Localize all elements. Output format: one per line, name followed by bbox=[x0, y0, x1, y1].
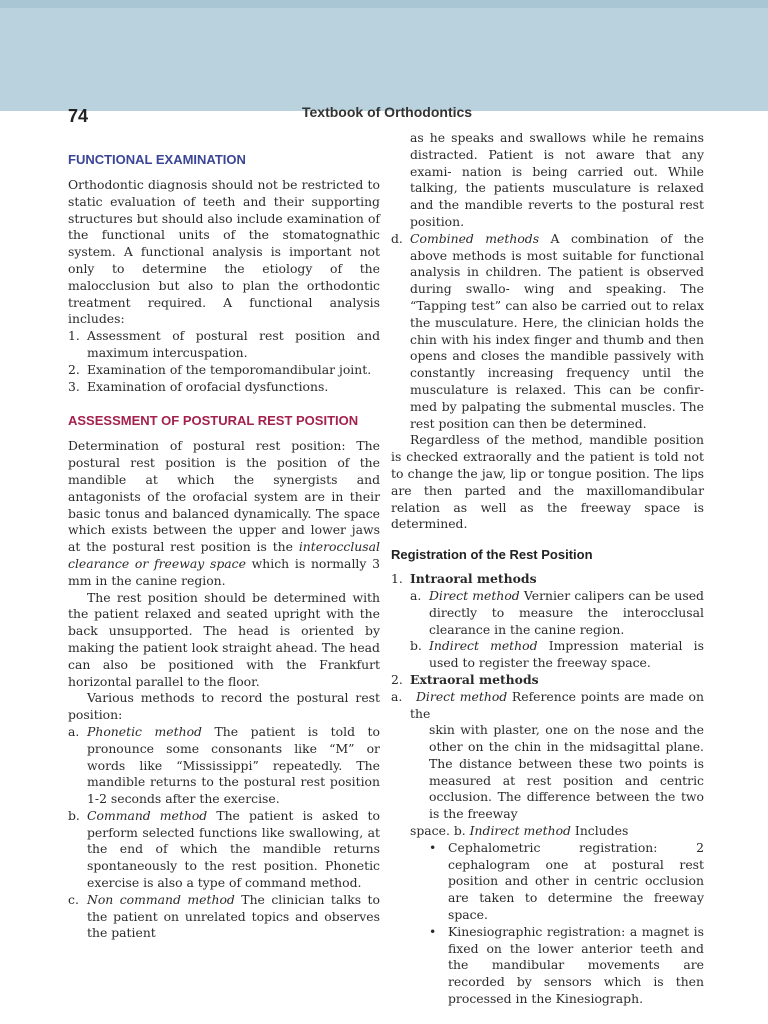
method-name: Indirect method bbox=[429, 638, 538, 654]
heading-functional-examination: FUNCTIONAL EXAMINATION bbox=[68, 152, 246, 167]
method-text: Reference points are made on the bbox=[410, 688, 704, 721]
extraoral-direct-method bbox=[391, 689, 704, 723]
left-column bbox=[68, 130, 380, 942]
paragraph-regardless: Regardless of the method, mandible position is checked extraorally and the patient is told not to change the jaw, lip or tongue position. The lips are then parted and the maxillomandibular relation as well as the freeway space is determined. bbox=[391, 432, 704, 532]
method-text: The patient is asked to perform selected functions like swallowing, at the end of which the mandible returns spontaneously to the rest position. Phonetic exercise is also a type of command method. bbox=[87, 807, 380, 891]
paragraph-intro: Orthodontic diagnosis should not be restricted to static evaluation of teeth and their supporting structures but should also include examination of the functional units of the stomatognathic system. A functional analysis is important not only to determine the etiology of the malocclusion but also to plan the orthodontic treatment required. A functional analysis includes: bbox=[68, 177, 380, 327]
method-text: Impression material is used to register the freeway space. bbox=[429, 638, 704, 671]
list-item-cephalometric bbox=[391, 840, 704, 924]
method-text: Includes bbox=[570, 823, 629, 839]
definition-text: Determination of postural rest position: The postural rest position is the position of the mandible at which the synergists and antagonists of the orofacial system are in their basic tonus and balanced dynamically. The space which exists between the upper and lower jaws at the postural rest position is the bbox=[68, 438, 380, 555]
method-combined bbox=[391, 231, 704, 433]
method-text: The clinician talks to the patient on unrelated topics and observes the patient bbox=[87, 891, 380, 941]
list-marker: b. bbox=[68, 807, 80, 823]
method-name: Command method bbox=[87, 807, 208, 823]
bullet-icon: • bbox=[429, 839, 437, 855]
extraoral-indirect-method bbox=[391, 823, 704, 840]
list-marker: 3. bbox=[68, 378, 80, 394]
method-name: Phonetic method bbox=[87, 723, 202, 739]
method-command bbox=[68, 808, 380, 892]
method-name: Direct method bbox=[429, 587, 520, 603]
heading-postural-rest-position: ASSESSMENT OF POSTURAL REST POSITION bbox=[68, 413, 359, 429]
list-item-text: Kinesiographic registration: a magnet is fixed on the lower anterior teeth and the mandibular movements are recorded by sensors which is then processed in the Kinesiograph. bbox=[448, 923, 704, 1007]
toolbar-shade bbox=[0, 0, 768, 8]
list-marker: a. bbox=[391, 688, 403, 704]
running-header bbox=[0, 103, 768, 125]
right-column bbox=[391, 130, 704, 1008]
method-text: The patient is told to pronounce some consonants like “M” or words like “Mississippi” repeatedly. The mandible returns to the postural rest position 1-2 seconds after the exercise. bbox=[87, 723, 380, 807]
method-text: Vernier calipers can be used directly to measure the interocclusal clearance in the canine region. bbox=[429, 587, 704, 637]
list-item-text: Assessment of postural rest position and maximum intercuspation. bbox=[87, 328, 380, 360]
method-non-command bbox=[68, 892, 380, 942]
definition-term: interocclusal clearance or freeway space bbox=[68, 539, 380, 571]
definition-text-end: which is normally 3 mm in the canine region. bbox=[68, 555, 380, 588]
viewer-toolbar-area bbox=[0, 0, 768, 111]
list-marker: 1. bbox=[68, 328, 80, 344]
intraoral-methods bbox=[391, 571, 704, 588]
list-marker: a. bbox=[410, 587, 422, 603]
list-item-text: Examination of the temporomandibular joint. bbox=[87, 361, 372, 377]
paragraph-rest-position: The rest position should be determined with the patient relaxed and seated upright with the back unsupported. The head is oriented by making the patient look straight ahead. The head can also be positioned with the Frankfurt horizontal parallel to the floor. bbox=[68, 589, 380, 689]
paragraph-methods-intro: Various methods to record the postural rest position: bbox=[68, 690, 380, 723]
extraoral-label: Extraoral methods bbox=[410, 671, 539, 687]
functional-analysis-list bbox=[68, 328, 380, 395]
list-marker: d. bbox=[391, 230, 403, 246]
extraoral-direct-continuation: skin with plaster, one on the nose and the other on the chin in the midsagittal plane. The distance between these two points is measured at rest position and centric occlusion. The difference between the two is the freeway bbox=[429, 722, 704, 822]
paragraph-continuation: as he speaks and swallows while he remains distracted. Patient is not aware that any exami- nation is being carried out. While talking, the patients musculature is relaxed and the mandible reverts to the postural rest position. bbox=[410, 130, 704, 229]
list-item-text: Cephalometric registration: 2 cephalogram one at postural rest position and other in centric occlusion are taken to determine the freeway space. bbox=[448, 839, 704, 923]
method-name: Combined methods bbox=[410, 230, 540, 246]
method-phonetic bbox=[68, 724, 380, 808]
list-marker: b. bbox=[410, 638, 422, 654]
page-number: 74 bbox=[68, 106, 89, 125]
method-name: Non command method bbox=[87, 891, 235, 907]
list-marker: 1. bbox=[391, 571, 403, 587]
method-name: Direct method bbox=[416, 688, 508, 704]
extraoral-methods bbox=[391, 672, 704, 689]
list-item-kinesiographic bbox=[391, 924, 704, 1008]
bullet-icon: • bbox=[429, 923, 437, 939]
space-lead: space. b. bbox=[410, 823, 466, 839]
list-item bbox=[68, 379, 380, 396]
list-marker: a. bbox=[68, 723, 80, 739]
heading-registration: Registration of the Rest Position bbox=[391, 547, 593, 563]
paragraph-definition bbox=[68, 438, 380, 589]
method-name: Indirect method bbox=[469, 823, 571, 839]
list-item bbox=[68, 328, 380, 362]
intraoral-label: Intraoral methods bbox=[410, 571, 537, 587]
list-item bbox=[68, 362, 380, 379]
intraoral-direct-method bbox=[391, 588, 704, 638]
book-title: Textbook of Orthodontics bbox=[302, 104, 473, 120]
list-item-text: Examination of orofacial dysfunctions. bbox=[87, 378, 329, 394]
intraoral-indirect-method bbox=[391, 638, 704, 672]
list-marker: 2. bbox=[391, 671, 403, 687]
list-marker: 2. bbox=[68, 361, 80, 377]
list-marker: c. bbox=[68, 891, 79, 907]
method-text: A combination of the above methods is most suitable for functional analysis in children. The patient is observed during swallo- wing and speaking. The “Tapping test” can also be carried out to relax the musculature. Here, the clinician holds the chin with his index finger and thumb and then opens and closes the mandible passively with constantly increasing frequency until the musculature is relaxed. This can be confir- med by palpating the submental muscles. The rest position can then be determined. bbox=[410, 230, 704, 431]
